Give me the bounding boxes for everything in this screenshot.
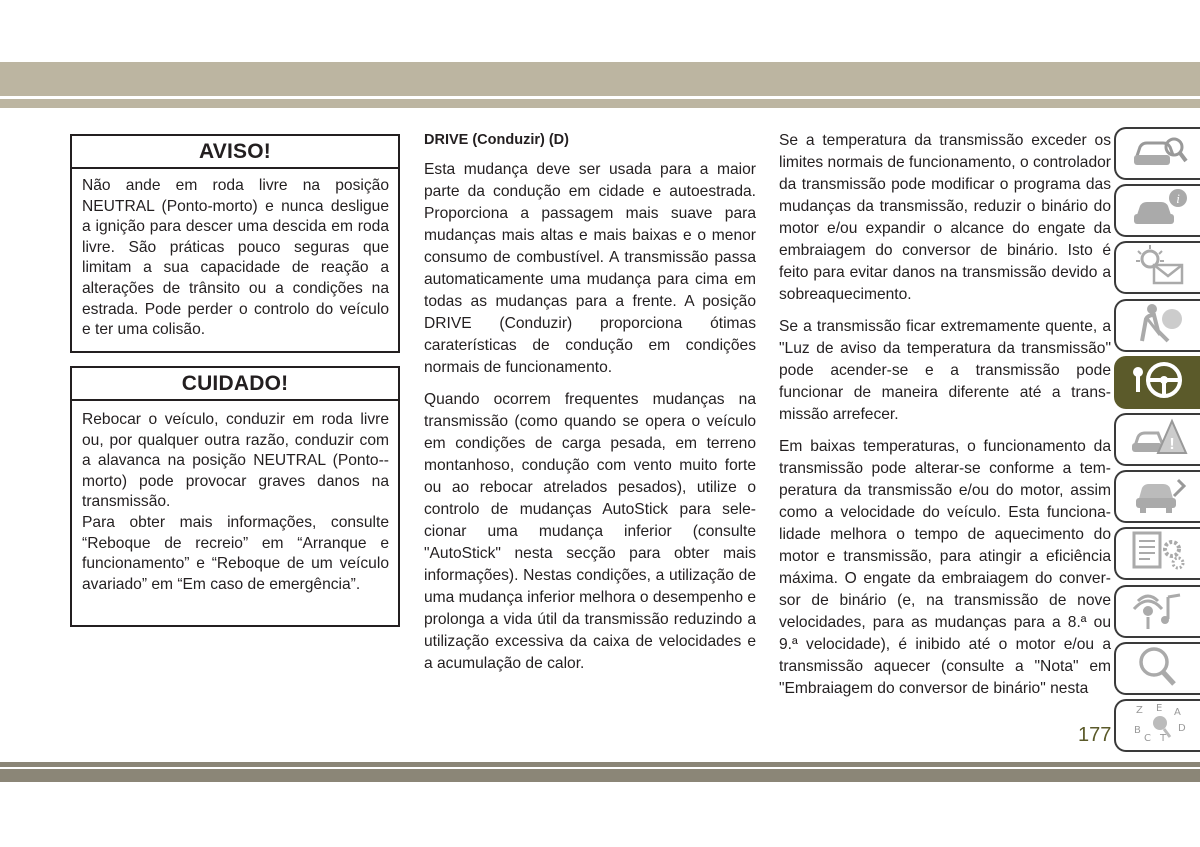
car-info-icon bbox=[1128, 186, 1188, 235]
temperature-paragraph-3: Em baixas temperaturas, o funcionamento da transmissão pode alterar-se conforme a temperatura da transmissão e/ou do motor, assim como a velocidade do veículo. Esta funcionalidade melhora o tempo de aquecimento do motor e transmissão, para atingir a eficiência máxima. O engate da embraiagem do conversor de binário (e, na transmissão de nove velocidades, para as mudanças para a 8.ª ou 9.ª velocidade), é inibido até o motor e/ou a transmissão aquecer (consulte a "Nota" em "Embraiagem do conversor de binário" nesta bbox=[779, 438, 1111, 697]
aviso-text: Não ande em roda livre na posição NEUTRAL (Ponto-morto) e nunca desligue a ignição para descer uma descida em roda livre. São práticas pouco seguras que limitam a sua capacidade de reação a alterações de trânsito ou a condições na estrada. Pode perder o controlo do veículo e ter uma colisão. bbox=[82, 177, 389, 339]
cuidado-box bbox=[70, 366, 400, 627]
cuidado-title: CUIDADO! bbox=[72, 368, 398, 401]
index-alphabet-icon bbox=[1128, 701, 1188, 750]
specs-gears-icon bbox=[1128, 529, 1188, 578]
tab-multimedia[interactable] bbox=[1114, 585, 1200, 638]
header-rule bbox=[0, 99, 1200, 108]
footer-band bbox=[0, 769, 1200, 782]
svg-text:!: ! bbox=[1169, 435, 1175, 453]
tab-emergency[interactable] bbox=[1114, 413, 1200, 466]
aviso-box bbox=[70, 134, 400, 353]
tab-get-to-know-vehicle[interactable] bbox=[1114, 127, 1200, 180]
middle-column bbox=[424, 131, 756, 685]
search-icon bbox=[1128, 644, 1188, 693]
aviso-title: AVISO! bbox=[72, 136, 398, 169]
page-number: 177 bbox=[1078, 724, 1112, 746]
seatbelt-airbag-icon bbox=[1128, 301, 1188, 350]
footer-rule bbox=[0, 762, 1200, 767]
tab-vehicle-info[interactable] bbox=[1114, 184, 1200, 237]
car-wrench-icon bbox=[1128, 472, 1188, 521]
drive-paragraph-1: Esta mudança deve ser usada para a maior parte da condução em cidade e autoestrada. Proporciona a passagem mais suave para mudanças mais altas e mais baixas e o menor consumo de combustível. A transmissão passa automaticamente uma mudança para cima em todas as mudanças para a frente. A posição DRIVE (Conduzir) proporciona ótimas caraterísticas de condução em condições normais de funcionamento. bbox=[424, 161, 756, 376]
svg-text:D: D bbox=[1178, 722, 1186, 734]
warning-light-envelope-icon bbox=[1128, 243, 1188, 292]
header-band bbox=[0, 62, 1200, 96]
cuidado-text-2: Para obter mais informações, consulte “Reboque de recreio” em “Arranque e funcionamento” e “Reboque de um veículo avariado” em “Em caso de emergência”. bbox=[82, 513, 389, 593]
tab-safety[interactable] bbox=[1114, 299, 1200, 352]
drive-heading: DRIVE (Conduzir) (D) bbox=[424, 132, 569, 148]
car-warning-triangle-icon bbox=[1128, 415, 1188, 464]
tab-customer-assistance[interactable] bbox=[1114, 642, 1200, 695]
car-magnifier-icon bbox=[1128, 129, 1188, 178]
svg-text:E: E bbox=[1156, 702, 1163, 714]
svg-text:B: B bbox=[1134, 724, 1141, 736]
tab-starting-operating[interactable] bbox=[1114, 356, 1200, 409]
steering-wheel-key-icon bbox=[1128, 358, 1188, 407]
temperature-paragraph-1: Se a temperatura da transmissão exceder os limites normais de funcionamento, o controlador da transmissão pode modificar o programa das mudanças da transmissão, reduzir o binário do motor e/ou expandir o alcance do engate da embraiagem do conversor de binário. Isto é feito para evitar danos na transmissão devido a sobreaquecimento. bbox=[779, 132, 1111, 303]
svg-text:T: T bbox=[1160, 732, 1167, 744]
cuidado-text-1: Rebocar o veículo, conduzir em roda livre ou, por qualquer outra razão, conduzir com a alavanca na posição NEUTRAL (Ponto--morto) pode provocar graves danos na transmissão. bbox=[82, 411, 389, 511]
tab-index[interactable] bbox=[1114, 699, 1200, 752]
tab-instrument-panel[interactable] bbox=[1114, 241, 1200, 294]
svg-text:C: C bbox=[1144, 732, 1151, 744]
drive-paragraph-2: Quando ocorrem frequentes mudanças na transmissão (como quando se opera o veículo em condições de carga pesada, em terreno montanhoso, condução com vento muito forte ou ao rebocar atrelados pesados), utilize o controlo de mudanças AutoStick para selecionar uma mudança inferior (consulte "AutoStick" nesta secção para obter mais informações). Nestas condições, a utilização de uma mudança inferior melhora o desempenho e prolonga a vida útil da transmissão reduzindo a utilização excessiva da caixa de velocidades e a acumulação de calor. bbox=[424, 391, 756, 672]
svg-text:A: A bbox=[1174, 706, 1181, 718]
tab-technical-specs[interactable] bbox=[1114, 527, 1200, 580]
chapter-tabs bbox=[1114, 127, 1200, 756]
right-column bbox=[779, 130, 1111, 710]
tab-servicing[interactable] bbox=[1114, 470, 1200, 523]
temperature-paragraph-2: Se a transmissão ficar extremamente quente, a "Luz de aviso da temperatura da transmissão" pode acender-se e a transmissão pode funcionar de maneira diferente até a transmissão arrefecer. bbox=[779, 318, 1111, 423]
svg-text:i: i bbox=[1176, 191, 1180, 207]
svg-text:Z: Z bbox=[1136, 704, 1143, 716]
multimedia-note-icon bbox=[1128, 587, 1188, 636]
